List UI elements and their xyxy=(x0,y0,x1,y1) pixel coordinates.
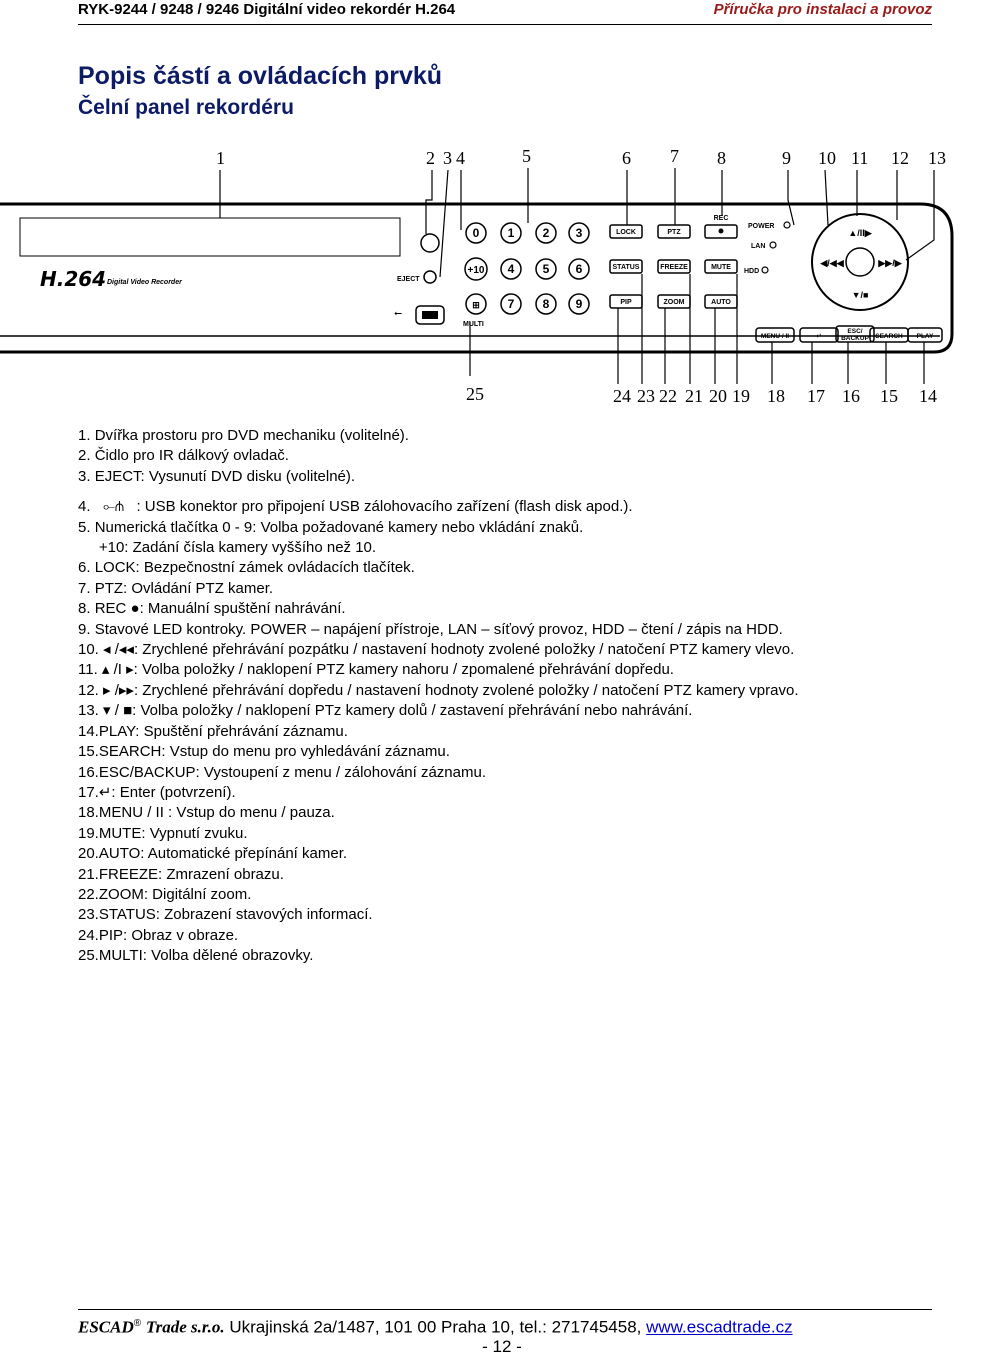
svg-text:◀/◀◀: ◀/◀◀ xyxy=(820,258,844,268)
callout-21: 21 xyxy=(685,386,703,406)
lan-led xyxy=(770,242,776,248)
callout-8: 8 xyxy=(717,148,726,168)
svg-text:6: 6 xyxy=(575,262,583,276)
list-item: 19.MUTE: Vypnutí zvuku. xyxy=(78,824,248,842)
list-item: 10. ◂ /◂◂: Zrychlené přehrávání pozpátku / nastavení hodnoty zvolené položky / natočení PTZ kamery vlevo. xyxy=(78,641,795,659)
svg-text:⊞: ⊞ xyxy=(472,300,480,310)
svg-text:▶▶/▶: ▶▶/▶ xyxy=(878,258,902,268)
list-item: 11. ▴ /I ▸: Volba položky / naklopení PTZ kamery nahoru / zpomalené přehrávání dopředu. xyxy=(78,661,674,679)
svg-text:3: 3 xyxy=(575,226,583,240)
callout-19: 19 xyxy=(732,386,750,406)
eject-button xyxy=(424,271,436,283)
svg-text:SEARCH: SEARCH xyxy=(875,333,903,340)
footer-brand-suffix: Trade s.r.o. xyxy=(145,1317,225,1337)
svg-text:▲/II▶: ▲/II▶ xyxy=(848,228,872,238)
callout-6: 6 xyxy=(622,148,631,168)
svg-text:↵: ↵ xyxy=(816,333,822,340)
callout-20: 20 xyxy=(709,386,727,406)
svg-text:MUTE: MUTE xyxy=(711,264,731,271)
footer-brand: ESCAD xyxy=(78,1317,134,1337)
page-number: - 12 - xyxy=(482,1337,522,1356)
usb-icon: ⟜⋔ xyxy=(94,498,137,516)
page-header xyxy=(78,0,932,22)
callout-16: 16 xyxy=(842,386,860,406)
list-item: 1. Dvířka prostoru pro DVD mechaniku (volitelné). xyxy=(78,427,409,444)
list-item: +10: Zadání čísla kamery vyššího než 10. xyxy=(98,539,377,557)
list-item: 13. ▾ / ■: Volba položky / naklopení PTz kamery dolů / zastavení přehrávání nebo nahrávání. xyxy=(78,702,693,720)
list-item: 20.AUTO: Automatické přepínání kamer. xyxy=(78,845,348,863)
svg-text:STATUS: STATUS xyxy=(612,264,640,271)
list-item: 6. LOCK: Bezpečnostní zámek ovládacích tlačítek. xyxy=(78,559,415,577)
list-item: 5. Numerická tlačítka 0 - 9: Volba požadované kamery nebo vkládání znaků. xyxy=(78,518,584,536)
svg-text:PLAY: PLAY xyxy=(916,333,934,340)
usb-icon: ⭠ xyxy=(394,308,402,319)
svg-text:7: 7 xyxy=(507,297,515,311)
svg-text:LOCK: LOCK xyxy=(616,229,636,236)
numeric-keypad xyxy=(465,223,589,314)
svg-text:BACKUP: BACKUP xyxy=(841,335,869,342)
svg-text:HDD: HDD xyxy=(744,268,760,275)
svg-text:FREEZE: FREEZE xyxy=(660,264,688,271)
navigation-ring xyxy=(812,214,908,310)
callout-25: 25 xyxy=(466,384,484,404)
callout-17: 17 xyxy=(807,386,825,406)
header-right: Příručka pro instalaci a provoz xyxy=(713,1,932,18)
brand-logo: H.264 xyxy=(40,267,107,291)
callout-2: 2 xyxy=(426,148,435,168)
callout-12: 12 xyxy=(891,148,909,168)
multi-label: MULTI xyxy=(463,321,484,328)
spacer xyxy=(78,487,948,497)
header-divider xyxy=(78,24,932,25)
svg-text:8: 8 xyxy=(542,297,550,311)
list-item: 4. ⟜⋔ : USB konektor pro připojení USB zálohovacího zařízení (flash disk apod.). xyxy=(78,497,948,517)
hdd-led xyxy=(762,267,768,273)
svg-text:PTZ: PTZ xyxy=(667,229,681,236)
list-item: 22.ZOOM: Digitální zoom. xyxy=(78,885,252,903)
list-item: 16.ESC/BACKUP: Vystoupení z menu / zálohování záznamu. xyxy=(78,763,486,781)
list-item: 9. Stavové LED kontroky. POWER – napájení přístroje, LAN – síťový provoz, HDD – čtení / zápis na HDD. xyxy=(78,620,783,638)
list-item: 25.MULTI: Volba dělené obrazovky. xyxy=(78,947,314,965)
header-left: RYK-9244 / 9248 / 9246 Digitální video rekordér H.264 xyxy=(78,1,456,18)
footer-divider xyxy=(78,1309,932,1310)
power-led xyxy=(784,222,790,228)
list-item: 23.STATUS: Zobrazení stavových informací. xyxy=(78,906,373,924)
callout-22: 22 xyxy=(659,386,677,406)
svg-text:PIP: PIP xyxy=(620,299,632,306)
callout-1: 1 xyxy=(216,148,225,168)
page-subtitle: Čelní panel rekordéru xyxy=(78,96,294,119)
callout-18: 18 xyxy=(767,386,785,406)
eject-label: EJECT xyxy=(397,276,420,283)
svg-text:2: 2 xyxy=(542,226,550,240)
svg-text:4: 4 xyxy=(507,262,515,276)
svg-text:ZOOM: ZOOM xyxy=(663,299,685,306)
footer-website-link[interactable]: www.escadtrade.cz xyxy=(646,1317,793,1337)
list-item: 14.PLAY: Spuštění přehrávání záznamu. xyxy=(78,722,348,740)
list-item: 24.PIP: Obraz v obraze. xyxy=(78,926,239,944)
svg-text:▼/■: ▼/■ xyxy=(851,290,869,300)
callout-23: 23 xyxy=(637,386,655,406)
ir-sensor-icon xyxy=(421,234,439,252)
svg-text:+10: +10 xyxy=(467,265,485,276)
callout-15: 15 xyxy=(880,386,898,406)
callout-7: 7 xyxy=(670,146,679,166)
svg-text:REC: REC xyxy=(713,215,729,222)
brand-logo-sub: Digital Video Recorder xyxy=(107,279,182,286)
callout-5: 5 xyxy=(522,146,531,166)
footer-address: Ukrajinská 2a/1487, 101 00 Praha 10, tel.: 271745458, xyxy=(229,1317,642,1337)
svg-text:1: 1 xyxy=(507,226,515,240)
callout-10: 10 xyxy=(818,148,836,168)
page-footer: ESCAD® Trade s.r.o. Ukrajinská 2a/1487, 101 00 Praha 10, tel.: 271745458, www.escadtrade.cz xyxy=(78,1317,793,1337)
front-panel-diagram xyxy=(40,140,960,410)
callout-14: 14 xyxy=(919,386,937,406)
list-item: 3. EJECT: Vysunutí DVD disku (volitelné). xyxy=(78,467,356,485)
list-item: 2. Čidlo pro IR dálkový ovladač. xyxy=(78,447,289,465)
list-item: 12. ▸ /▸▸: Zrychlené přehrávání dopředu / nastavení hodnoty zvolené položky / natočení PTZ kamery vpravo. xyxy=(78,681,799,699)
svg-text:POWER: POWER xyxy=(748,223,775,230)
svg-text:9: 9 xyxy=(575,297,583,311)
svg-text:LAN: LAN xyxy=(751,243,766,250)
svg-text:0: 0 xyxy=(472,226,480,240)
list-item: 7. PTZ: Ovládání PTZ kamer. xyxy=(78,579,274,597)
page-title: Popis částí a ovládacích prvků xyxy=(78,62,443,90)
dvd-tray xyxy=(20,218,400,256)
list-item: 17.↵: Enter (potvrzení). xyxy=(78,783,236,801)
svg-text:MENU / II: MENU / II xyxy=(760,333,790,340)
list-item: 18.MENU / II : Vstup do menu / pauza. xyxy=(78,804,335,822)
svg-text:ESC/: ESC/ xyxy=(847,328,863,335)
callout-13: 13 xyxy=(928,148,946,168)
callout-9: 9 xyxy=(782,148,791,168)
svg-text:5: 5 xyxy=(542,262,550,276)
list-item: 21.FREEZE: Zmrazení obrazu. xyxy=(78,865,284,883)
callout-4: 4 xyxy=(456,148,465,168)
feature-list xyxy=(78,426,948,967)
list-item: 8. REC ●: Manuální spuštění nahrávání. xyxy=(78,600,346,618)
callout-11: 11 xyxy=(851,148,869,168)
svg-text:AUTO: AUTO xyxy=(711,299,731,306)
list-item: 15.SEARCH: Vstup do menu pro vyhledávání záznamu. xyxy=(78,743,450,761)
callout-24: 24 xyxy=(613,386,631,406)
callout-3: 3 xyxy=(443,148,452,168)
